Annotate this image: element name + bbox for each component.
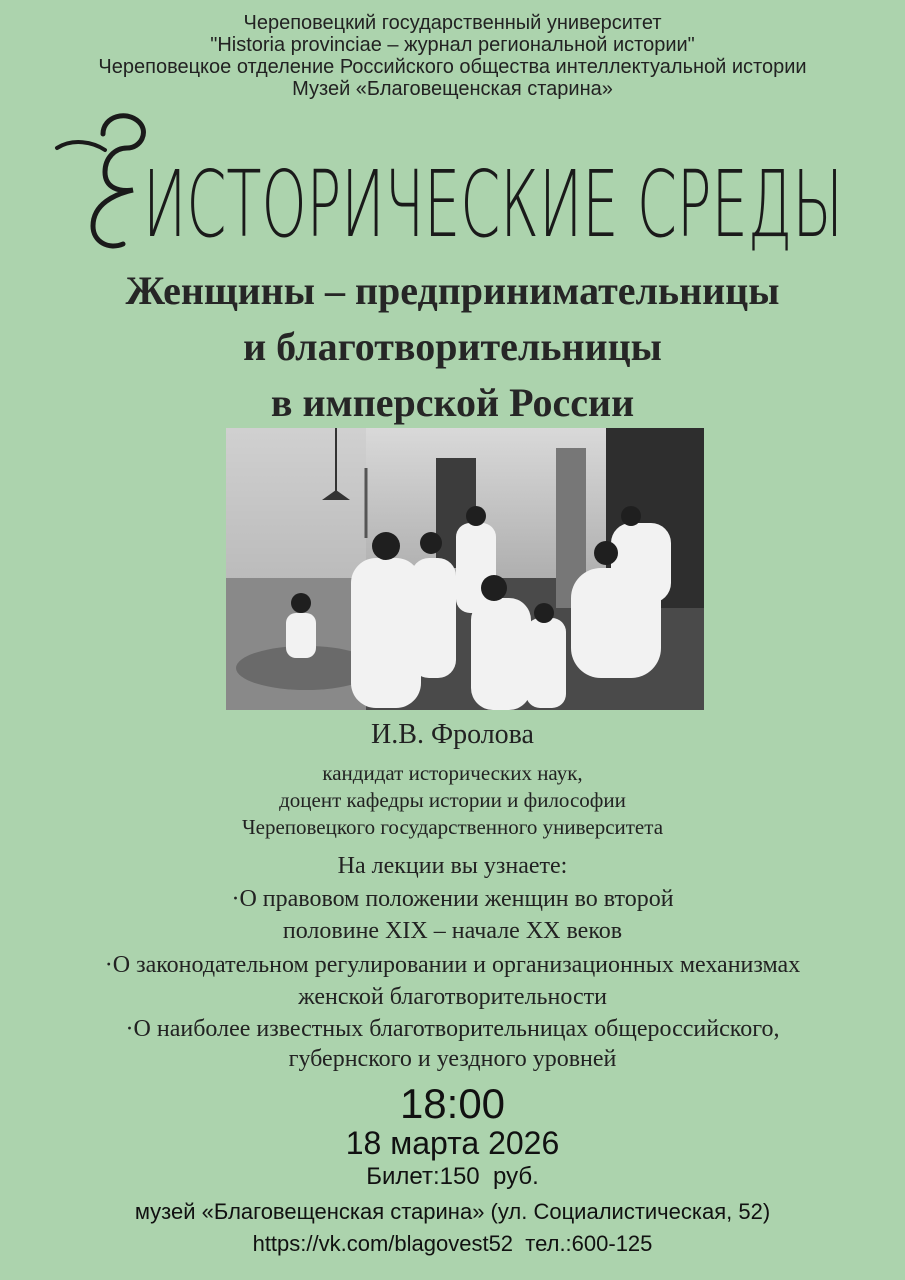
speaker-credential: доцент кафедры истории и философии: [279, 788, 626, 812]
learn-bullet-continuation: половине XIX – начале XX веков: [282, 918, 623, 944]
learn-bullet-continuation: губернского и уездного уровней: [288, 1046, 617, 1072]
event-venue: музей «Благовещенская старина» (ул. Социалистическая, 52): [134, 1199, 771, 1224]
learn-bullet: ·О наиболее известных благотворительницах общероссийского,: [125, 1016, 780, 1042]
lecture-title-line-1: Женщины – предпринимательницы: [125, 268, 780, 313]
speaker-name: И.В. Фролова: [371, 719, 534, 750]
learn-heading: На лекции вы узнаете:: [337, 853, 568, 879]
lecture-title-line-2: и благотворительницы: [243, 324, 662, 369]
lecture-title-line-3: в имперской России: [270, 380, 635, 425]
series-title: [0, 108, 905, 258]
organizer-university: Череповецкий государственный университет: [243, 12, 662, 34]
historical-photo: [226, 428, 704, 710]
organizer-museum: Музей «Благовещенская старина»: [292, 78, 613, 100]
series-title-lettering: [43, 108, 863, 258]
ticket-price: Билет:150 руб.: [366, 1163, 539, 1190]
speaker-credential: Череповецкого государственного университета: [241, 815, 664, 839]
organizer-journal: "Historia provinciae – журнал региональной истории": [210, 34, 695, 56]
organizer-society: Череповецкое отделение Российского общества интеллектуальной истории: [98, 56, 807, 78]
speaker-credential: кандидат исторических наук,: [322, 761, 583, 785]
series-title-text: ИСТОРИЧЕСКИЕ СРЕДЫ: [142, 151, 843, 258]
event-time: 18:00: [399, 1080, 506, 1127]
event-contact[interactable]: https://vk.com/blagovest52 тел.:600-125: [252, 1231, 653, 1256]
event-date: 18 марта 2026: [345, 1125, 560, 1161]
learn-bullet: ·О правовом положении женщин во второй: [231, 886, 674, 912]
learn-bullet-continuation: женской благотворительности: [298, 984, 607, 1010]
learn-bullet: ·О законодательном регулировании и организационных механизмах: [104, 952, 801, 978]
